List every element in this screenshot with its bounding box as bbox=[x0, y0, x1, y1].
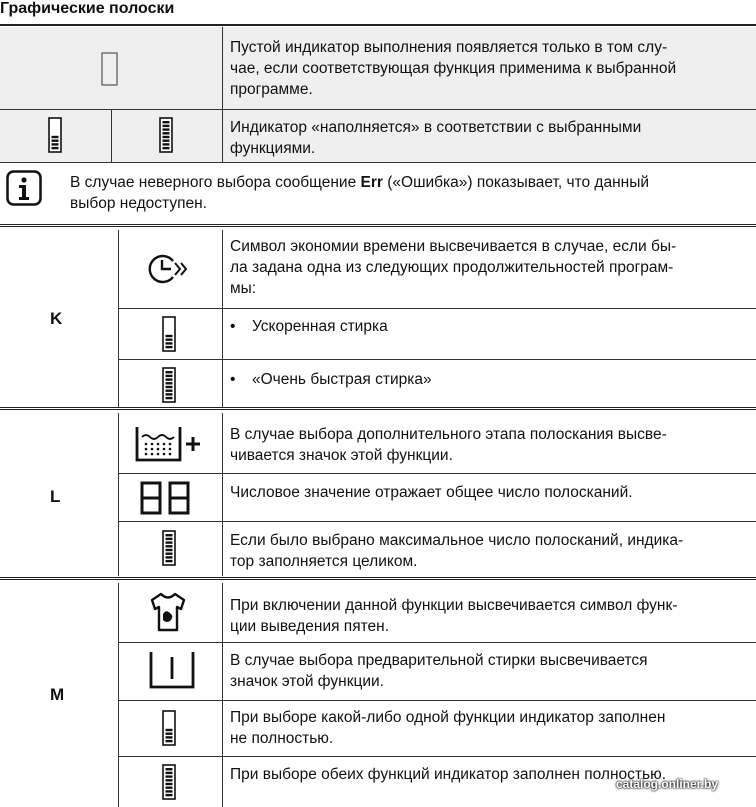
divider bbox=[118, 700, 756, 701]
full-bar-icon bbox=[162, 367, 176, 408]
divider bbox=[118, 756, 756, 757]
empty-bar-icon bbox=[101, 52, 118, 91]
full-bar-icon bbox=[162, 764, 176, 805]
stain-shirt-icon bbox=[150, 592, 186, 637]
time-saving-text: Символ экономии времени высвечивается в случае, если бы- ла задана одна из следующих продолжительностей програм- мы: bbox=[230, 238, 677, 297]
info-note-text: В случае неверного выбора сообщение Err («Ошибка») показывает, что данный выбор недоступен. bbox=[70, 174, 650, 212]
divider bbox=[118, 473, 756, 474]
rinse-text: В случае выбора дополнительного этапа полоскания высве- чивается значок этой функции. bbox=[230, 426, 667, 464]
divider bbox=[118, 359, 756, 360]
max-rinse-text: Если было выбрано максимальное число полосканий, индика- тор заполняется целиком. bbox=[230, 532, 684, 570]
error-code: Err bbox=[360, 174, 383, 191]
section-divider bbox=[0, 224, 756, 227]
prewash-text: В случае выбора предварительной стирки высвечивается значок этой функции. bbox=[230, 652, 648, 690]
title-rule bbox=[0, 24, 756, 26]
prewash-tub-icon bbox=[148, 650, 196, 695]
time-saving-icon bbox=[145, 250, 189, 293]
divider bbox=[118, 521, 756, 522]
section-label-m: M bbox=[50, 685, 65, 704]
stain-text: При включении данной функции высвечивается символ функ- ции выведения пятен. bbox=[230, 597, 678, 635]
full-bar-icon bbox=[162, 530, 176, 571]
full-bar-icon bbox=[159, 117, 173, 158]
divider bbox=[118, 642, 756, 643]
column-divider bbox=[222, 230, 223, 407]
empty-bar-text: Пустой индикатор выполнения появляется только в том слу- чае, если соответствующая функция применима к выбранной программе. bbox=[230, 39, 677, 98]
digits-text: Числовое значение отражает общее число полосканий. bbox=[230, 484, 633, 501]
rinse-plus-icon bbox=[134, 424, 204, 469]
list-item: • «Очень быстрая стирка» bbox=[230, 371, 432, 388]
page-title: Графические полоски bbox=[0, 0, 175, 17]
watermark: catalog.onliner.by bbox=[616, 777, 719, 791]
list-item: • Ускоренная стирка bbox=[230, 318, 388, 335]
section-label-l: L bbox=[50, 487, 61, 506]
seven-segment-88-icon bbox=[138, 480, 196, 521]
column-divider bbox=[118, 413, 119, 576]
partial-bar-icon bbox=[162, 316, 176, 357]
column-divider bbox=[118, 230, 119, 407]
column-divider bbox=[222, 413, 223, 576]
column-divider bbox=[111, 110, 112, 162]
partial-bar-icon bbox=[162, 710, 176, 751]
column-divider bbox=[118, 583, 119, 807]
section-label-k: K bbox=[50, 309, 63, 328]
section-divider bbox=[0, 407, 756, 410]
column-divider bbox=[222, 583, 223, 807]
divider bbox=[0, 162, 756, 163]
column-divider bbox=[222, 27, 223, 162]
section-divider bbox=[0, 577, 756, 580]
divider bbox=[118, 308, 756, 309]
filling-bar-text: Индикатор «наполняется» в соответствии с выбранными функциями. bbox=[230, 119, 642, 157]
info-icon bbox=[6, 170, 42, 211]
partial-fill-text: При выборе какой-либо одной функции индикатор заполнен не полностью. bbox=[230, 709, 666, 747]
full-fill-text: При выборе обеих функций индикатор заполнен полностью. bbox=[230, 766, 667, 783]
partial-bar-icon bbox=[48, 117, 62, 158]
